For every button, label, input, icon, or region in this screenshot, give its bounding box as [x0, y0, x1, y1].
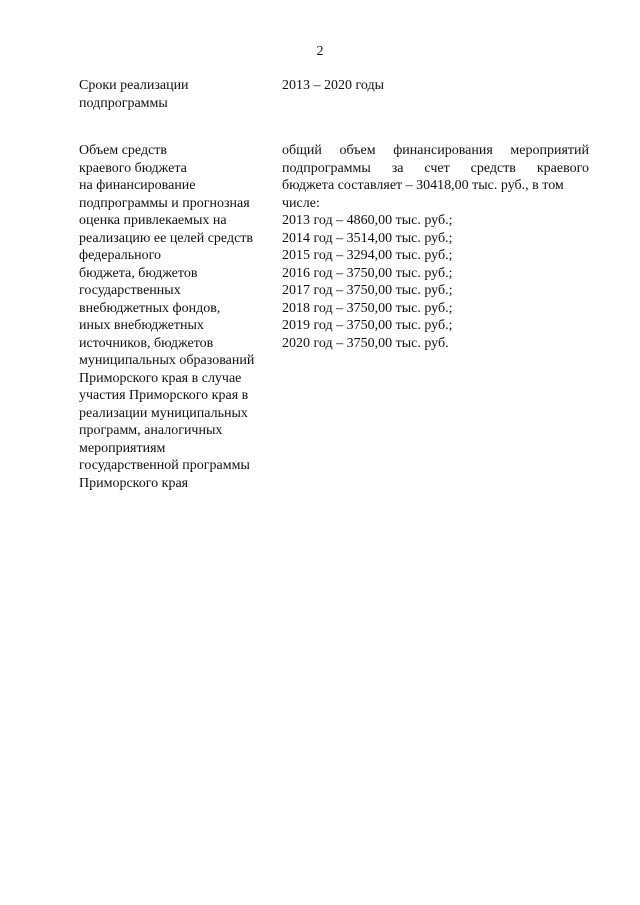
funding-year-line: 2013 год – 4860,00 тыс. руб.;	[282, 213, 453, 228]
label-line: Объем средств	[79, 143, 168, 158]
funding-intro-line: числе:	[282, 195, 320, 211]
funding-year-line: 2015 год – 3294,00 тыс. руб.;	[282, 248, 453, 263]
label-line: реализацию ее целей средств	[79, 230, 254, 246]
label-line: Приморского края	[79, 475, 189, 491]
label-line: подпрограммы и прогнозная	[79, 195, 250, 211]
implementation-terms-value	[282, 77, 589, 95]
label-line: мероприятиям	[79, 440, 166, 456]
label-line: Сроки реализации	[79, 78, 189, 93]
label-line: оценка привлекаемых на	[79, 213, 227, 228]
label-line: иных внебюджетных	[79, 318, 204, 333]
funding-year-line: 2019 год – 3750,00 тыс. руб.;	[282, 318, 453, 333]
label-line: участия Приморского края в	[79, 388, 249, 403]
label-line: муниципальных образований	[79, 353, 255, 368]
label-line: реализации муниципальных	[79, 405, 248, 421]
label-line: на финансирование	[79, 178, 196, 193]
label-line: подпрограммы	[79, 95, 168, 111]
label-line: бюджета, бюджетов	[79, 265, 198, 281]
label-line: внебюджетных фондов,	[79, 300, 221, 316]
label-line: программ, аналогичных	[79, 423, 223, 438]
funding-intro-line: общий объем финансирования мероприятий	[282, 143, 589, 158]
label-line: государственной программы	[79, 458, 250, 473]
label-line: краевого бюджета	[79, 160, 187, 176]
funding-year-line: 2017 год – 3750,00 тыс. руб.;	[282, 283, 453, 298]
label-line: Приморского края в случае	[79, 370, 242, 386]
implementation-terms-label	[79, 77, 275, 112]
label-line: государственных	[79, 283, 181, 298]
funding-volume-label	[79, 142, 275, 492]
funding-year-line: 2016 год – 3750,00 тыс. руб.;	[282, 265, 453, 281]
funding-intro-line: подпрограммы за счет средств краевого	[282, 160, 589, 176]
funding-year-line: 2018 год – 3750,00 тыс. руб.;	[282, 300, 453, 316]
funding-year-line: 2014 год – 3514,00 тыс. руб.;	[282, 230, 453, 246]
funding-year-line: 2020 год – 3750,00 тыс. руб.	[282, 335, 449, 351]
page-number: 2	[316, 44, 324, 59]
label-line: федерального	[79, 248, 162, 263]
terms-years: 2013 – 2020 годы	[282, 78, 385, 93]
funding-intro-line: бюджета составляет – 30418,00 тыс. руб., в том	[282, 178, 564, 193]
funding-volume-value	[282, 142, 589, 352]
label-line: источников, бюджетов	[79, 335, 214, 351]
